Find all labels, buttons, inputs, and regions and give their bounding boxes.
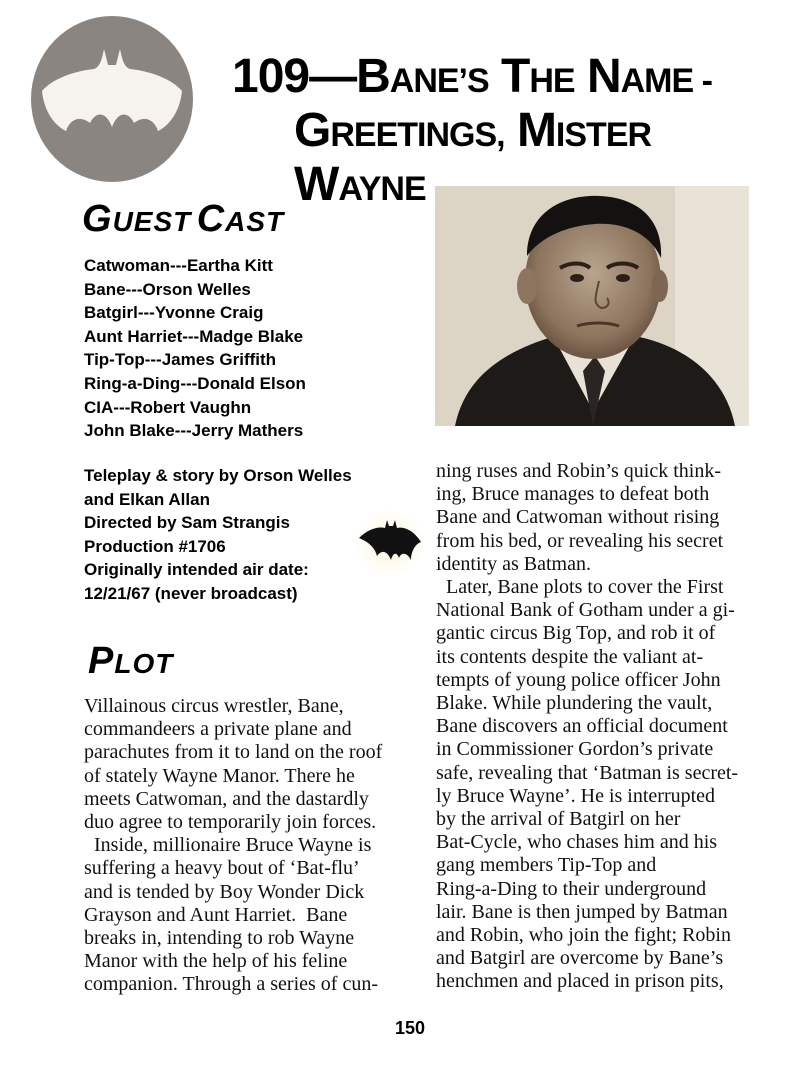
plot-line: parachutes from it to land on the roof <box>84 741 383 764</box>
plot-line: Bane and Catwoman without rising <box>436 506 720 529</box>
plot-line: meets Catwoman, and the dastardly <box>84 787 369 810</box>
plot-line: duo agree to temporarily join forces. <box>84 811 377 834</box>
plot-line: safe, revealing that ‘Batman is secret- <box>436 761 739 784</box>
plot-line: by the arrival of Batgirl on her <box>436 808 681 831</box>
plot-line: gantic circus Big Top, and rob it of <box>436 622 716 645</box>
title-word: NAME - <box>586 50 712 103</box>
plot-line: from his bed, or revealing his secret <box>436 529 724 552</box>
title-word: MISTER <box>516 104 652 157</box>
plot-line: commandeers a private plane and <box>84 718 352 741</box>
plot-heading: PLOT <box>88 640 174 682</box>
plot-line: Villainous circus wrestler, Bane, <box>84 695 344 717</box>
plot-line: Later, Bane plots to cover the First <box>436 576 724 599</box>
credit-line: Directed by Sam Strangis <box>84 513 290 532</box>
cast-member: Catwoman---Eartha Kitt <box>84 256 273 275</box>
plot-line: and Robin, who join the fight; Robin <box>436 924 731 947</box>
plot-column-left <box>84 695 382 997</box>
plot-line: lair. Bane is then jumped by Batman <box>436 900 728 923</box>
plot-line: gang members Tip-Top and <box>436 854 657 877</box>
cast-member: Tip-Top---James Griffith <box>84 350 277 370</box>
plot-line: Grayson and Aunt Harriet. Bane <box>84 903 348 926</box>
actor-photo <box>435 186 749 426</box>
credit-line: 12/21/67 (never broadcast) <box>84 583 298 603</box>
cast-member: Batgirl---Yvonne Craig <box>84 303 264 323</box>
plot-line: tempts of young police officer John <box>436 668 721 691</box>
guest-cast-heading: GUEST CAST <box>82 198 285 240</box>
credit-line: Originally intended air date: <box>84 560 309 579</box>
plot-line: Bat-Cycle, who chases him and his <box>436 831 718 854</box>
credit-line: Production #1706 <box>84 536 226 556</box>
plot-line: Ring-a-Ding to their underground <box>436 877 707 900</box>
plot-line: National Bank of Gotham under a gi- <box>436 599 735 622</box>
plot-line: and Batgirl are overcome by Bane’s <box>436 947 724 970</box>
plot-line: and is tended by Boy Wonder Dick <box>84 880 365 903</box>
plot-line: ly Bruce Wayne’. He is interrupted <box>436 784 716 807</box>
bat-ornament-icon <box>353 508 428 578</box>
cast-member: John Blake---Jerry Mathers <box>84 421 304 441</box>
title-word: WAYNE <box>294 158 426 211</box>
title-word: THE <box>501 50 575 103</box>
plot-column-right <box>436 460 738 994</box>
plot-line: breaks in, intending to rob Wayne <box>84 927 355 950</box>
plot-line: suffering a heavy bout of ‘Bat-flu’ <box>84 857 360 880</box>
plot-line: identity as Batman. <box>436 552 591 575</box>
credit-line: and Elkan Allan <box>84 489 210 509</box>
bat-emblem-logo <box>30 15 195 183</box>
cast-member: CIA---Robert Vaughn <box>84 397 252 417</box>
plot-line: Bane discovers an official document <box>436 715 728 738</box>
guest-cast-list <box>84 254 306 443</box>
plot-line: companion. Through a series of cun- <box>84 973 378 996</box>
title-dash: — <box>309 50 357 103</box>
title-word: BANE’S <box>356 50 489 103</box>
plot-line: Inside, millionaire Bruce Wayne is <box>84 834 372 857</box>
plot-line: ing, Bruce manages to defeat both <box>436 483 710 506</box>
plot-line: Manor with the help of his feline <box>84 950 348 973</box>
plot-line: its contents despite the valiant at- <box>436 645 704 668</box>
plot-line: in Commissioner Gordon’s private <box>436 738 714 761</box>
plot-line: of stately Wayne Manor. There he <box>84 764 355 787</box>
plot-line: Blake. While plundering the vault, <box>436 692 713 715</box>
cast-member: Bane---Orson Welles <box>84 279 251 299</box>
title-word: GREETINGS, <box>294 104 505 157</box>
cast-member: Aunt Harriet---Madge Blake <box>84 326 304 346</box>
portrait-image <box>435 186 749 426</box>
plot-line: ning ruses and Robin’s quick think- <box>436 460 721 482</box>
plot-line: henchmen and placed in prison pits, <box>436 970 724 993</box>
cast-member: Ring-a-Ding---Donald Elson <box>84 373 306 393</box>
credit-line: Teleplay & story by Orson Welles <box>84 466 352 485</box>
page-number: 150 <box>394 1018 426 1038</box>
episode-number: 109 <box>232 50 310 103</box>
